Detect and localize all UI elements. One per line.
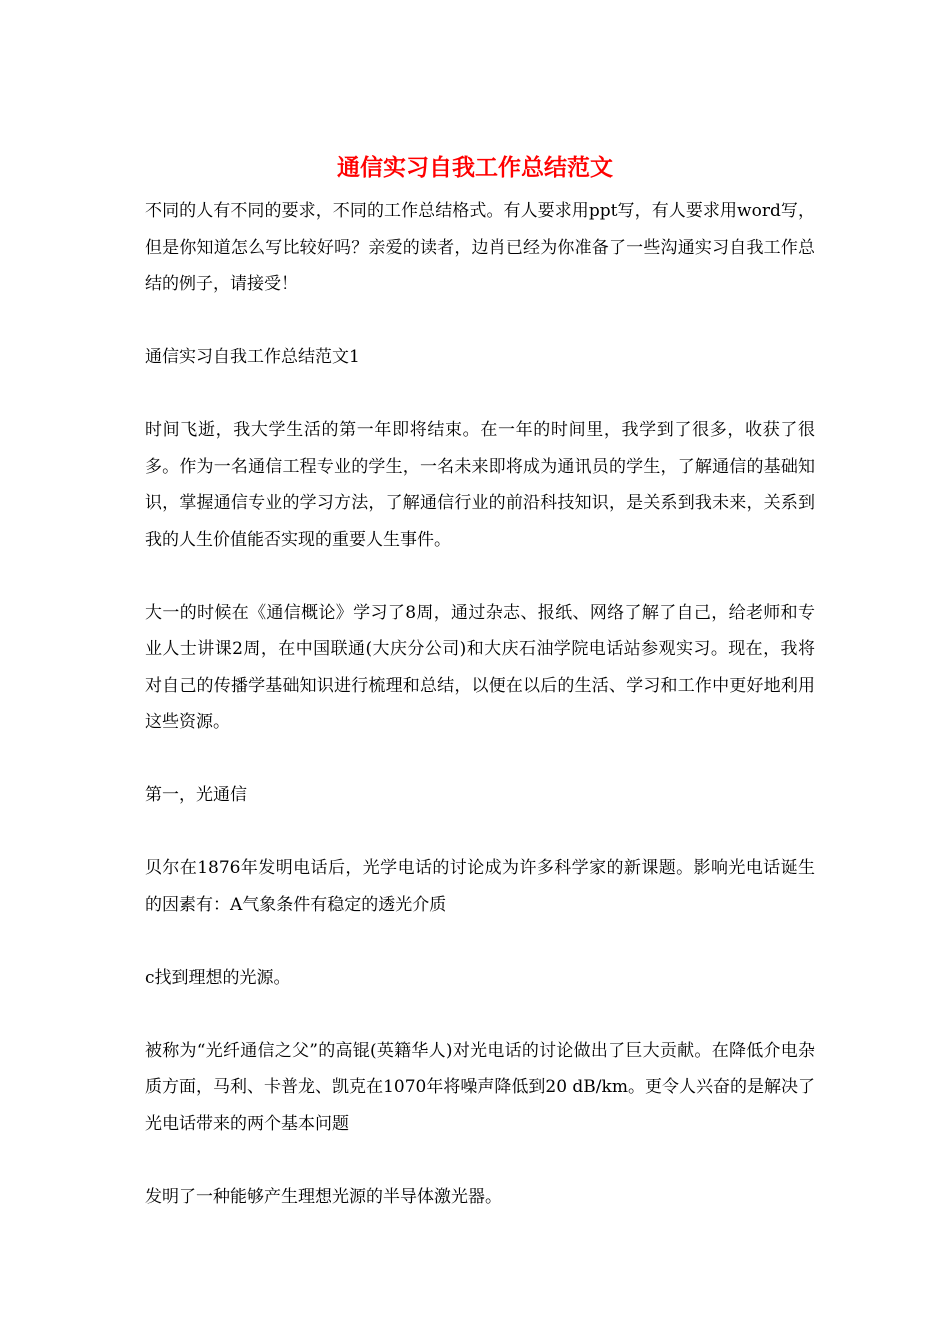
document-body (145, 193, 815, 1215)
body-paragraph: 时间飞逝，我大学生活的第一年即将结束。在一年的时间里，我学到了很多，收获了很多。作为一名通信工程专业的学生，一名未来即将成为通讯员的学生，了解通信的基础知识，掌握通信专业的学习方法，了解通信行业的前沿科技知识，是关系到我未来，关系到我的人生价值能否实现的重要人生事件。 (145, 420, 815, 550)
document-title: 通信实习自我工作总结范文 (337, 154, 613, 181)
body-paragraph: 贝尔在1876年发明电话后，光学电话的讨论成为许多科学家的新课题。影响光电话诞生的因素有：A气象条件有稳定的透光介质 (145, 858, 815, 915)
subsection-heading: 第一，光通信 (145, 785, 247, 805)
intro-paragraph: 不同的人有不同的要求，不同的工作总结格式。有人要求用ppt写，有人要求用word写，但是你知道怎么写比较好吗？亲爱的读者，边肖已经为你准备了一些沟通实习自我工作总结的例子，请接受！ (145, 201, 815, 294)
body-paragraph: 大一的时候在《通信概论》学习了8周，通过杂志、报纸、网络了解了自己，给老师和专业人士讲课2周，在中国联通(大庆分公司)和大庆石油学院电话站参观实习。现在，我将对自己的传播学基础知识进行梳理和总结，以便在以后的生活、学习和工作中更好地利用这些资源。 (145, 602, 815, 732)
body-paragraph: 被称为“光纤通信之父”的高锟(英籍华人)对光电话的讨论做出了巨大贡献。在降低介电杂质方面，马利、卡普龙、凯克在1070年将噪声降低到20 dB/km。更令人兴奋的是解决了光电话带来的两个基本问题 (145, 1040, 815, 1134)
body-paragraph: 发明了一种能够产生理想光源的半导体激光器。 (145, 1186, 502, 1207)
body-paragraph: c找到理想的光源。 (145, 967, 291, 988)
section-heading: 通信实习自我工作总结范文1 (145, 347, 360, 367)
